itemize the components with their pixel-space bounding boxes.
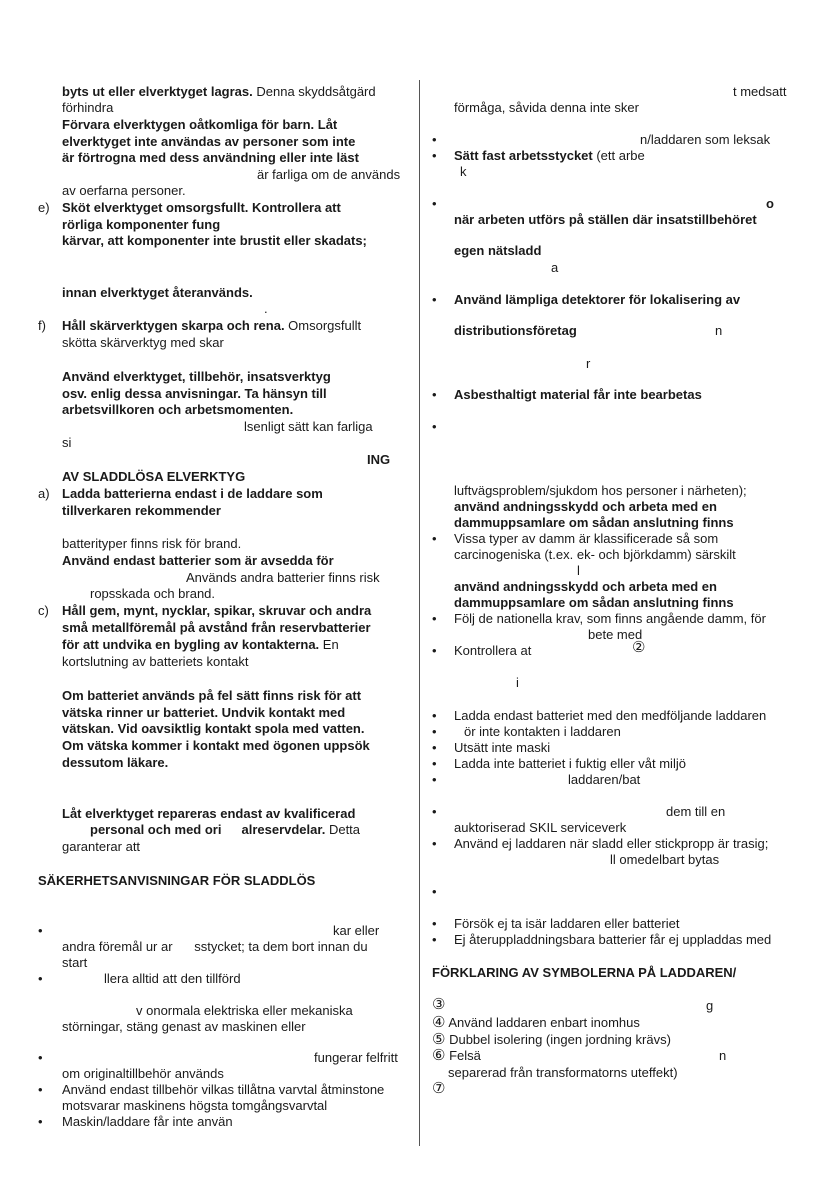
left-line-36: dessutom läkare.: [62, 755, 169, 770]
right-line-16: luftvägsproblem/sjukdom hos personer i närheten);: [454, 483, 747, 498]
left-line-15: Använd elverktyget, tillbehör, insatsverktyg: [62, 369, 331, 384]
left-line-08: Sköt elverktyget omsorgsfullt. Kontrollera att: [62, 200, 341, 215]
right-line-30: Utsätt inte maski: [454, 740, 551, 755]
right-line-05: k: [460, 164, 467, 179]
right-line-23: dammuppsamlare om sådan anslutning finns: [454, 595, 734, 610]
right-bullet-37: •: [432, 884, 437, 899]
left-line-09: rörliga komponenter fung: [62, 217, 221, 232]
right-line-35: Använd ej laddaren när sladd eller stickpropp är trasig;: [454, 836, 769, 851]
left-marker-a: a): [38, 486, 50, 501]
left-line-49: Använd endast tillbehör vilkas tillåtna varvtal åtminstone: [62, 1082, 385, 1097]
right-line-12: n: [715, 323, 723, 338]
left-bullet-41: •: [38, 923, 43, 938]
left-line-13-bold: Håll skärverktygen skarpa och rena.: [62, 318, 285, 333]
left-marker-e: e): [38, 200, 50, 215]
right-bullet-31: •: [432, 756, 437, 771]
right-bullet-28: •: [432, 708, 437, 723]
right-line-08: egen nätsladd: [454, 243, 542, 258]
left-marker-f: f): [38, 318, 46, 333]
left-line-51: Maskin/laddare får inte använ: [62, 1114, 233, 1129]
left-line-03: Förvara elverktygen oåtkomliga för barn. Låt: [62, 117, 338, 132]
left-line-44: llera alltid att den tillförd: [104, 971, 241, 986]
right-line-44-text: Felsä: [449, 1048, 481, 1063]
right-line-14: Asbesthaltigt material får inte bearbetas: [454, 387, 702, 402]
left-line-01-normal: Denna skyddsåtgärd: [252, 84, 376, 99]
left-line-30: [62, 637, 339, 653]
right-line-11: distributionsföretag: [454, 323, 577, 338]
left-line-05: är förtrogna med dess användning eller inte läst: [62, 150, 359, 165]
left-line-39: garanterar att: [62, 839, 141, 854]
left-line-38-bold2: alreservdelar.: [241, 822, 326, 837]
left-line-07: av oerfarna personer.: [62, 183, 186, 198]
right-line-24: Följ de nationella krav, som finns angående damm, för: [454, 611, 766, 626]
right-bullet-29: •: [432, 724, 437, 739]
right-line-19: Vissa typer av damm är klassificerade så som: [454, 531, 719, 546]
left-line-17: arbetsvillkoren och arbetsmomenten.: [62, 402, 294, 417]
right-symbol-4: ④: [432, 1014, 446, 1031]
left-line-38-normal: Detta: [325, 822, 361, 837]
right-line-28: Ladda endast batteriet med den medföljande laddaren: [454, 708, 767, 723]
right-line-21: l: [577, 563, 580, 578]
left-line-30-normal: En: [319, 637, 339, 652]
left-line-35: Om vätska kommer i kontakt med ögonen uppsök: [62, 738, 370, 753]
right-line-10: Använd lämpliga detektorer för lokalisering av: [454, 292, 741, 307]
right-bullet-33: •: [432, 804, 437, 819]
left-line-06: är farliga om de används: [257, 167, 401, 182]
right-line-26: Kontrollera at: [454, 643, 532, 658]
left-line-29: små metallföremål på avstånd från reservbatterier: [62, 620, 371, 635]
left-line-13: [62, 318, 361, 334]
right-line-34: auktoriserad SKIL serviceverk: [454, 820, 627, 835]
column-divider: [419, 80, 420, 1146]
right-bullet-19: •: [432, 531, 437, 546]
right-line-20: carcinogeniska (t.ex. ek- och björkdamm) särskilt: [454, 547, 736, 562]
left-line-31: kortslutning av batteriets kontakt: [62, 654, 249, 669]
left-line-48: om originaltillbehör används: [62, 1066, 224, 1081]
right-line-29: ör inte kontakten i laddaren: [464, 724, 621, 739]
left-line-11: innan elverktyget återanvänds.: [62, 285, 253, 300]
right-line-25: bete med: [588, 627, 643, 642]
right-bullet-10: •: [432, 292, 437, 307]
right-line-13: r: [586, 356, 591, 371]
left-line-34: vätskan. Vid oavsiktlig kontakt spola med vatten.: [62, 721, 365, 736]
right-line-09: a: [551, 260, 559, 275]
right-line-44-tail: n: [719, 1048, 727, 1063]
right-symbol-5: ⑤: [432, 1031, 446, 1048]
left-line-25: Använd endast batterier som är avsedda för: [62, 553, 334, 568]
right-symbol-7: ⑦: [432, 1080, 446, 1097]
right-section-heading: FÖRKLARING AV SYMBOLERNA PÅ LADDAREN/: [432, 965, 737, 980]
right-line-42-text: Använd laddaren enbart inomhus: [448, 1015, 640, 1030]
right-line-32: laddaren/bat: [568, 772, 641, 787]
right-line-06: o: [766, 196, 774, 211]
right-bullet-06: •: [432, 196, 437, 211]
left-line-28: Håll gem, mynt, nycklar, spikar, skruvar och andra: [62, 603, 372, 618]
left-bullet-51: •: [38, 1114, 43, 1129]
right-bullet-03: •: [432, 132, 437, 147]
left-line-38: [62, 822, 360, 838]
right-line-27: i: [516, 675, 519, 690]
right-line-18: dammuppsamlare om sådan anslutning finns: [454, 515, 734, 530]
left-line-04: elverktyget inte användas av personer som inte: [62, 134, 356, 149]
left-line-46: störningar, stäng genast av maskinen eller: [62, 1019, 306, 1034]
right-bullet-24: •: [432, 611, 437, 626]
right-line-43: [432, 1032, 671, 1048]
left-line-13-normal: Omsorgsfullt: [284, 318, 362, 333]
right-line-17: använd andningsskydd och arbeta med en: [454, 499, 717, 514]
left-line-43: start: [62, 955, 88, 970]
right-line-01: t medsatt: [733, 84, 787, 99]
right-line-43-text: Dubbel isolering (ingen jordning krävs): [449, 1032, 671, 1047]
right-line-44: [432, 1048, 481, 1064]
left-line-30-bold: för att undvika en bygling av kontakterna.: [62, 637, 320, 652]
right-line-31: Ladda inte batteriet i fuktig eller våt miljö: [454, 756, 686, 771]
left-line-12: .: [264, 301, 268, 316]
left-line-21: AV SLADDLÖSA ELVERKTYG: [62, 469, 246, 484]
left-line-24: batterityper finns risk för brand.: [62, 536, 242, 551]
right-bullet-39: •: [432, 932, 437, 947]
left-line-02: förhindra: [62, 100, 114, 115]
left-line-45: v onormala elektriska eller mekaniska: [136, 1003, 353, 1018]
left-bullet-47: •: [38, 1050, 43, 1065]
right-line-04-normal: (ett arbe: [592, 148, 645, 163]
right-bullet-35: •: [432, 836, 437, 851]
right-line-42: [432, 1015, 640, 1031]
right-line-45: separerad från transformatorns uteffekt): [448, 1065, 678, 1080]
left-marker-c: c): [38, 603, 49, 618]
left-line-50: motsvarar maskinens högsta tomgångsvarvtal: [62, 1098, 328, 1113]
right-line-39: Ej återuppladdningsbara batterier får ej uppladdas med: [454, 932, 772, 947]
right-bullet-38: •: [432, 916, 437, 931]
left-line-41: kar eller: [333, 923, 380, 938]
left-line-38-bold: personal och med ori: [90, 822, 222, 837]
left-line-42: andra föremål ur ar sstycket; ta dem bort innan du: [62, 939, 368, 954]
right-symbol-3: ③: [432, 996, 446, 1013]
left-line-19: si: [62, 435, 72, 450]
right-line-07: när arbeten utförs på ställen där insatstillbehöret: [454, 212, 757, 227]
right-line-36: ll omedelbart bytas: [610, 852, 720, 867]
right-line-38: Försök ej ta isär laddaren eller batteriet: [454, 916, 680, 931]
right-line-22: använd andningsskydd och arbeta med en: [454, 579, 717, 594]
right-line-02: förmåga, såvida denna inte sker: [454, 100, 639, 115]
right-line-04: [454, 148, 645, 164]
right-line-33: dem till en: [666, 804, 726, 819]
left-line-27: ropsskada och brand.: [90, 586, 216, 601]
left-line-33: vätska rinner ur batteriet. Undvik kontakt med: [62, 705, 346, 720]
left-line-01: [62, 84, 376, 100]
right-bullet-26: •: [432, 643, 437, 658]
right-symbol-6: ⑥: [432, 1047, 446, 1064]
left-bullet-49: •: [38, 1082, 43, 1097]
left-line-37: Låt elverktyget repareras endast av kvalificerad: [62, 806, 356, 821]
right-bullet-04: •: [432, 148, 437, 163]
left-line-32: Om batteriet används på fel sätt finns risk för att: [62, 688, 362, 703]
left-line-18: lsenligt sätt kan farliga: [244, 419, 373, 434]
left-line-23: tillverkaren rekommender: [62, 503, 221, 518]
right-bullet-32: •: [432, 772, 437, 787]
left-line-10: kärvar, att komponenter inte brustit eller skadats;: [62, 233, 367, 248]
left-line-01-bold: byts ut eller elverktyget lagras.: [62, 84, 253, 99]
left-line-20: ING: [367, 452, 391, 467]
right-bullet-15: •: [432, 419, 437, 434]
left-line-16: osv. enlig dessa anvisningar. Ta hänsyn till: [62, 386, 327, 401]
right-line-41: g: [706, 998, 714, 1013]
left-line-14: skötta skärverktyg med skar: [62, 335, 224, 350]
left-line-26: Används andra batterier finns risk: [186, 570, 380, 585]
right-symbol-2: ②: [632, 639, 646, 656]
right-bullet-14: •: [432, 387, 437, 402]
right-line-03: n/laddaren som leksak: [640, 132, 771, 147]
right-bullet-30: •: [432, 740, 437, 755]
left-line-47: fungerar felfritt: [314, 1050, 398, 1065]
left-section-heading: SÄKERHETSANVISNINGAR FÖR SLADDLÖS: [38, 873, 316, 888]
right-line-04-bold: Sätt fast arbetsstycket: [454, 148, 593, 163]
left-line-22: Ladda batterierna endast i de laddare som: [62, 486, 323, 501]
left-bullet-44: •: [38, 971, 43, 986]
